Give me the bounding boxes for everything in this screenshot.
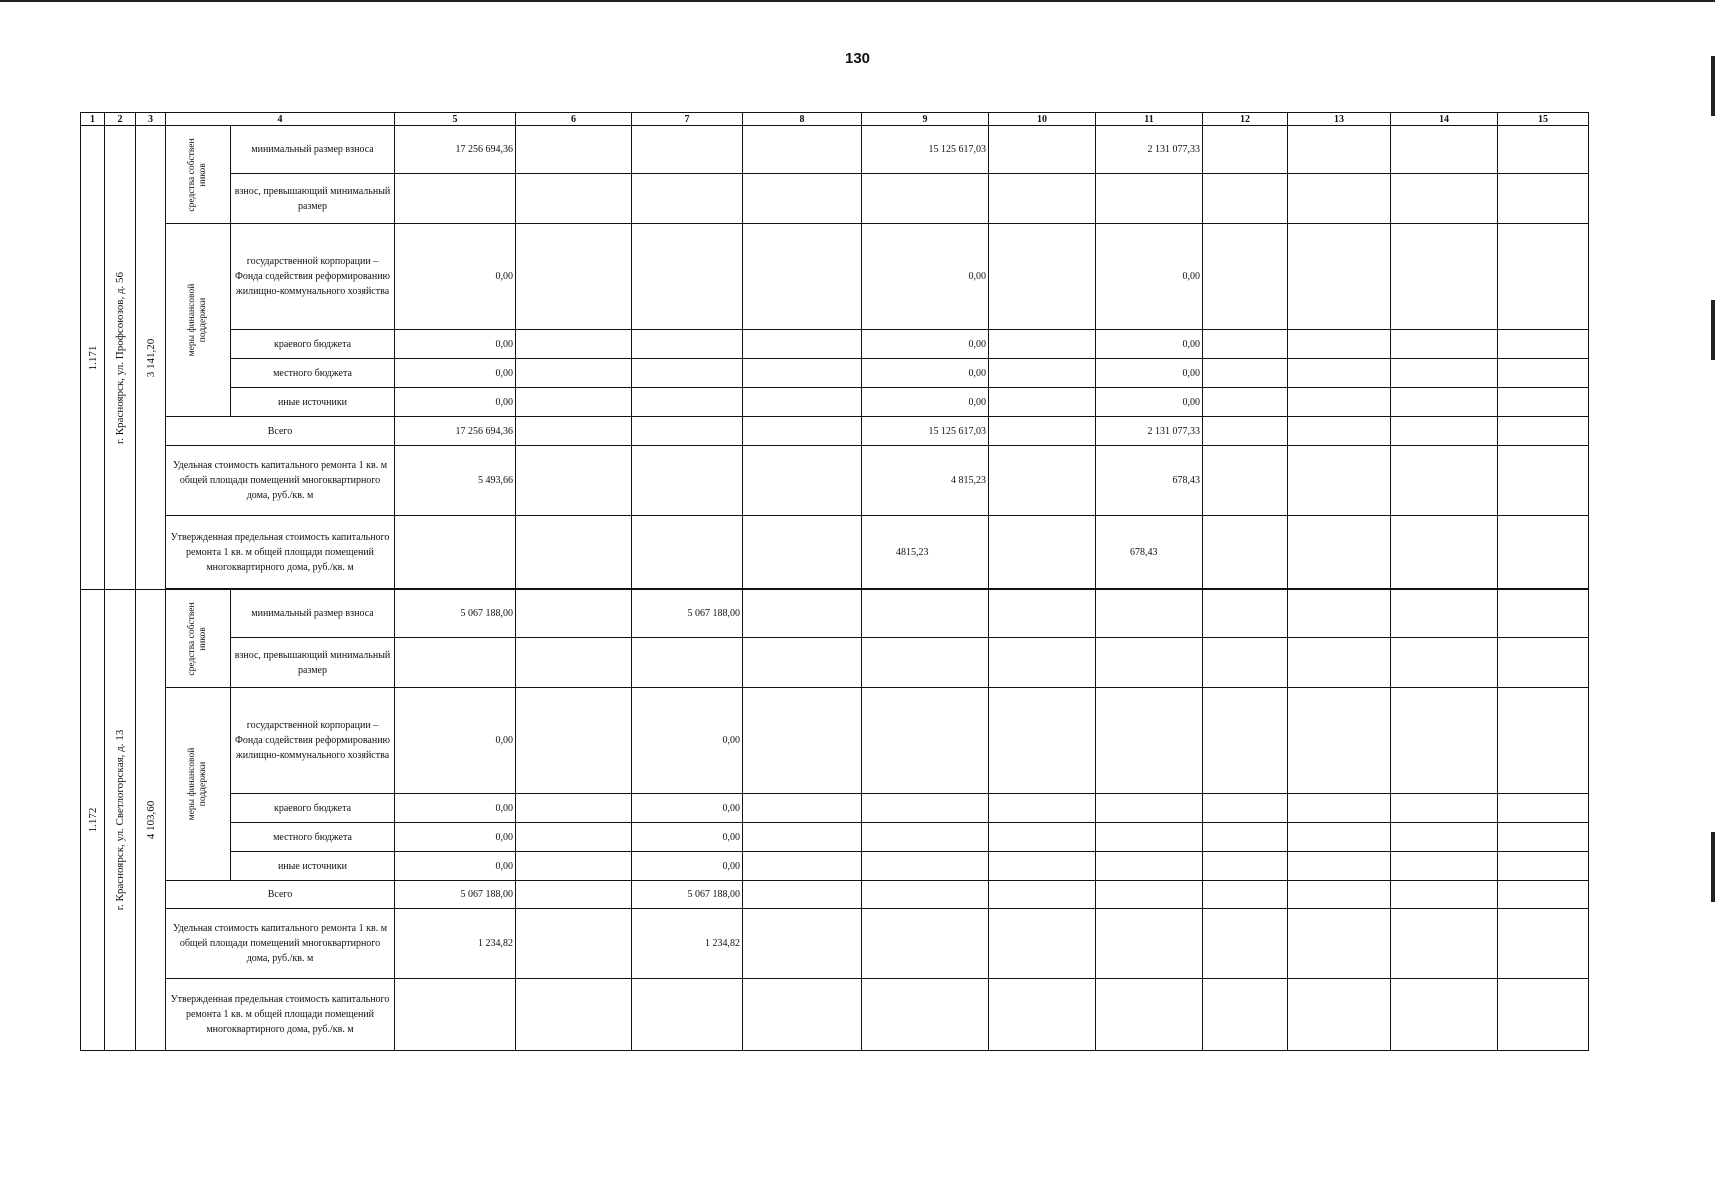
table-row [81, 852, 1589, 881]
own-funds-label: средства собствен ников [187, 137, 208, 212]
top-border-line [0, 0, 1715, 2]
value-cell: 0,00 [632, 688, 743, 794]
col-header: 15 [1498, 113, 1589, 126]
area: 4 103,60 [144, 800, 157, 840]
table-row [81, 330, 1589, 359]
min-fee-label: минимальный размер взноса [231, 590, 395, 638]
table-row [81, 516, 1589, 589]
scan-edge-mark [1711, 832, 1715, 902]
other-sources-label: иные источники [231, 388, 395, 417]
value-cell: 1 234,82 [395, 909, 516, 979]
table-row [81, 174, 1589, 224]
support-group-cell [166, 688, 231, 881]
value-cell: 0,00 [862, 330, 989, 359]
table-row [81, 446, 1589, 516]
area-cell [136, 126, 166, 590]
capital-repair-table [80, 112, 1589, 1051]
value-cell: 2 131 077,33 [1096, 126, 1203, 174]
value-cell: 0,00 [395, 359, 516, 388]
excess-fee-label: взнос, превышающий минимальный размер [231, 638, 395, 688]
support-label: меры финансовой поддержки [187, 283, 208, 357]
value-cell: 678,43 [1096, 516, 1203, 589]
address-cell [105, 126, 136, 590]
regional-budget-label: краевого бюджета [231, 330, 395, 359]
value-cell: 0,00 [395, 388, 516, 417]
value-cell: 17 256 694,36 [395, 126, 516, 174]
col-header: 12 [1203, 113, 1288, 126]
value-cell: 678,43 [1096, 446, 1203, 516]
value-cell: 0,00 [395, 852, 516, 881]
col-header: 7 [632, 113, 743, 126]
table-row [81, 126, 1589, 174]
own-funds-group-cell [166, 590, 231, 688]
address: г. Красноярск, ул. Профсоюзов, д. 56 [114, 271, 126, 444]
value-cell: 0,00 [395, 794, 516, 823]
area-cell [136, 590, 166, 1051]
total-label: Всего [166, 417, 395, 446]
page-number: 130 [844, 50, 871, 67]
table-row [81, 688, 1589, 794]
record-number-cell [81, 126, 105, 590]
other-sources-label: иные источники [231, 852, 395, 881]
record-number: 1.172 [86, 807, 99, 833]
local-budget-label: местного бюджета [231, 823, 395, 852]
table-row [81, 590, 1589, 638]
table-row [81, 881, 1589, 909]
value-cell: 5 067 188,00 [395, 590, 516, 638]
value-cell: 0,00 [862, 359, 989, 388]
table-row [81, 224, 1589, 330]
value-cell: 0,00 [862, 224, 989, 330]
value-cell: 0,00 [862, 388, 989, 417]
total-label: Всего [166, 881, 395, 909]
value-cell: 0,00 [632, 794, 743, 823]
value-cell: 5 067 188,00 [632, 590, 743, 638]
col-header: 8 [743, 113, 862, 126]
table-row [81, 979, 1589, 1051]
col-header: 5 [395, 113, 516, 126]
col-header: 2 [105, 113, 136, 126]
table-row [81, 638, 1589, 688]
value-cell: 0,00 [1096, 330, 1203, 359]
value-cell: 1 234,82 [632, 909, 743, 979]
value-cell: 5 067 188,00 [632, 881, 743, 909]
record-number: 1.171 [86, 345, 99, 370]
value-cell: 0,00 [395, 688, 516, 794]
support-group-cell [166, 224, 231, 417]
column-number-header [81, 113, 1589, 126]
table-row [81, 388, 1589, 417]
support-label: меры финансовой поддержки [187, 747, 208, 821]
value-cell: 0,00 [395, 224, 516, 330]
address-cell [105, 590, 136, 1051]
limit-cost-label: Утвержденная предельная стоимость капитального ремонта 1 кв. м общей площади помещений многоквартирного дома, руб./кв. м [166, 979, 395, 1051]
value-cell: 0,00 [1096, 359, 1203, 388]
fund-label: государственной корпорации – Фонда содействия реформированию жилищно-коммунального хозяйства [231, 688, 395, 794]
col-header: 14 [1391, 113, 1498, 126]
address: г. Красноярск, ул. Светлогорская, д. 13 [114, 729, 126, 911]
min-fee-label: минимальный размер взноса [231, 126, 395, 174]
scan-edge-mark [1711, 300, 1715, 360]
value-cell: 0,00 [1096, 224, 1203, 330]
col-header: 13 [1288, 113, 1391, 126]
fund-label: государственной корпорации – Фонда содействия реформированию жилищно-коммунального хозяйства [231, 224, 395, 330]
col-header: 4 [166, 113, 395, 126]
value-cell: 5 067 188,00 [395, 881, 516, 909]
col-header: 3 [136, 113, 166, 126]
excess-fee-label: взнос, превышающий минимальный размер [231, 174, 395, 224]
area: 3 141,20 [144, 338, 157, 377]
unit-cost-label: Удельная стоимость капитального ремонта 1 кв. м общей площади помещений многоквартирного дома, руб./кв. м [166, 446, 395, 516]
value-cell: 0,00 [1096, 388, 1203, 417]
value-cell: 5 493,66 [395, 446, 516, 516]
value-cell: 4815,23 [862, 516, 989, 589]
table-row [81, 359, 1589, 388]
value-cell: 0,00 [395, 330, 516, 359]
regional-budget-label: краевого бюджета [231, 794, 395, 823]
value-cell: 15 125 617,03 [862, 417, 989, 446]
value-cell: 0,00 [395, 823, 516, 852]
col-header: 9 [862, 113, 989, 126]
col-header: 10 [989, 113, 1096, 126]
limit-cost-label: Утвержденная предельная стоимость капитального ремонта 1 кв. м общей площади помещений многоквартирного дома, руб./кв. м [166, 516, 395, 589]
value-cell: 4 815,23 [862, 446, 989, 516]
table-row [81, 909, 1589, 979]
col-header: 6 [516, 113, 632, 126]
value-cell: 0,00 [632, 852, 743, 881]
local-budget-label: местного бюджета [231, 359, 395, 388]
own-funds-label: средства собствен ников [187, 601, 208, 676]
table-row [81, 823, 1589, 852]
value-cell: 2 131 077,33 [1096, 417, 1203, 446]
value-cell: 0,00 [632, 823, 743, 852]
value-cell: 17 256 694,36 [395, 417, 516, 446]
table-row [81, 417, 1589, 446]
unit-cost-label: Удельная стоимость капитального ремонта 1 кв. м общей площади помещений многоквартирного дома, руб./кв. м [166, 909, 395, 979]
record-number-cell [81, 590, 105, 1051]
table-row [81, 794, 1589, 823]
own-funds-group-cell [166, 126, 231, 224]
value-cell: 15 125 617,03 [862, 126, 989, 174]
col-header: 1 [81, 113, 105, 126]
col-header: 11 [1096, 113, 1203, 126]
